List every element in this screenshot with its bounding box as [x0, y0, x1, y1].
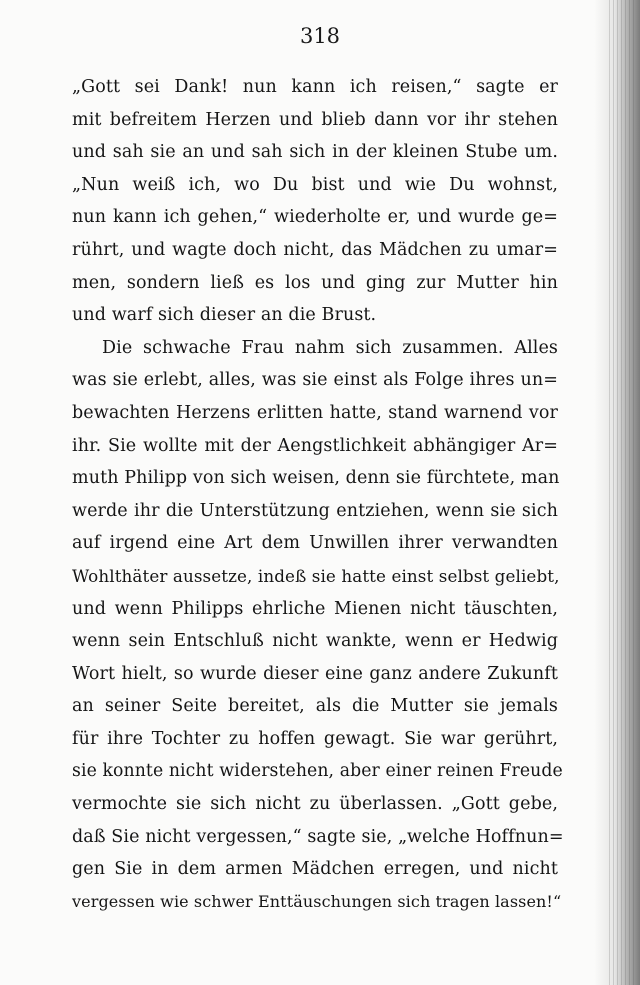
text-line: was sie erlebt, alles, was sie einst als Folge ihres un=	[72, 370, 558, 391]
text-line: „Nun weiß ich, wo Du bist und wie Du wohnst,	[72, 174, 558, 195]
page-edge-texture	[606, 0, 634, 985]
text-line: und wenn Philipps ehrliche Mienen nicht täuschten,	[72, 598, 558, 619]
text-line: daß Sie nicht vergessen,“ sagte sie, „welche Hoffnun=	[72, 826, 564, 847]
text-line: gen Sie in dem armen Mädchen erregen, und nicht	[72, 859, 558, 880]
page-number: 318	[299, 24, 341, 48]
text-line: ihr. Sie wollte mit der Aengstlichkeit abhängiger Ar=	[72, 435, 558, 456]
text-line: sie konnte nicht widerstehen, aber einer reinen Freude	[72, 761, 563, 782]
text-line: und sah sie an und sah sich in der kleinen Stube um.	[72, 142, 558, 163]
body-text	[72, 71, 564, 918]
text-line: nun kann ich gehen,“ wiederholte er, und wurde ge=	[72, 207, 558, 228]
text-line: vermochte sie sich nicht zu überlassen. „Gott gebe,	[72, 794, 558, 815]
text-line: auf irgend eine Art dem Unwillen ihrer verwandten	[72, 533, 558, 554]
text-line: „Gott sei Dank! nun kann ich reisen,“ sagte er	[72, 77, 558, 97]
text-line: wenn sein Entschluß nicht wankte, wenn er Hedwig	[72, 631, 558, 652]
text-line: men, sondern ließ es los und ging zur Mutter hin	[72, 272, 558, 293]
text-line: mit befreitem Herzen und blieb dann vor ihr stehen	[72, 109, 558, 130]
text-line: vergessen wie schwer Enttäuschungen sich tragen lassen!“	[72, 891, 562, 911]
text-line: und warf sich dieser an die Brust.	[72, 305, 377, 326]
text-line: Wort hielt, so wurde dieser eine ganz andere Zukunft	[72, 663, 558, 684]
text-line: rührt, und wagte doch nicht, das Mädchen zu umar=	[72, 239, 558, 260]
text-line: an seiner Seite bereitet, als die Mutter sie jemals	[72, 696, 558, 717]
text-line: für ihre Tochter zu hoffen gewagt. Sie war gerührt,	[72, 728, 558, 749]
text-line: Wohlthäter aussetze, indeß sie hatte einst selbst geliebt,	[72, 565, 560, 586]
text-line: bewachten Herzens erlitten hatte, stand warnend vor	[72, 402, 558, 423]
text-line: muth Philipp von sich weisen, denn sie fürchtete, man	[72, 468, 560, 489]
text-line: Die schwache Frau nahm sich zusammen. Alles	[102, 337, 558, 358]
text-line: werde ihr die Unterstützung entziehen, wenn sie sich	[72, 500, 558, 521]
